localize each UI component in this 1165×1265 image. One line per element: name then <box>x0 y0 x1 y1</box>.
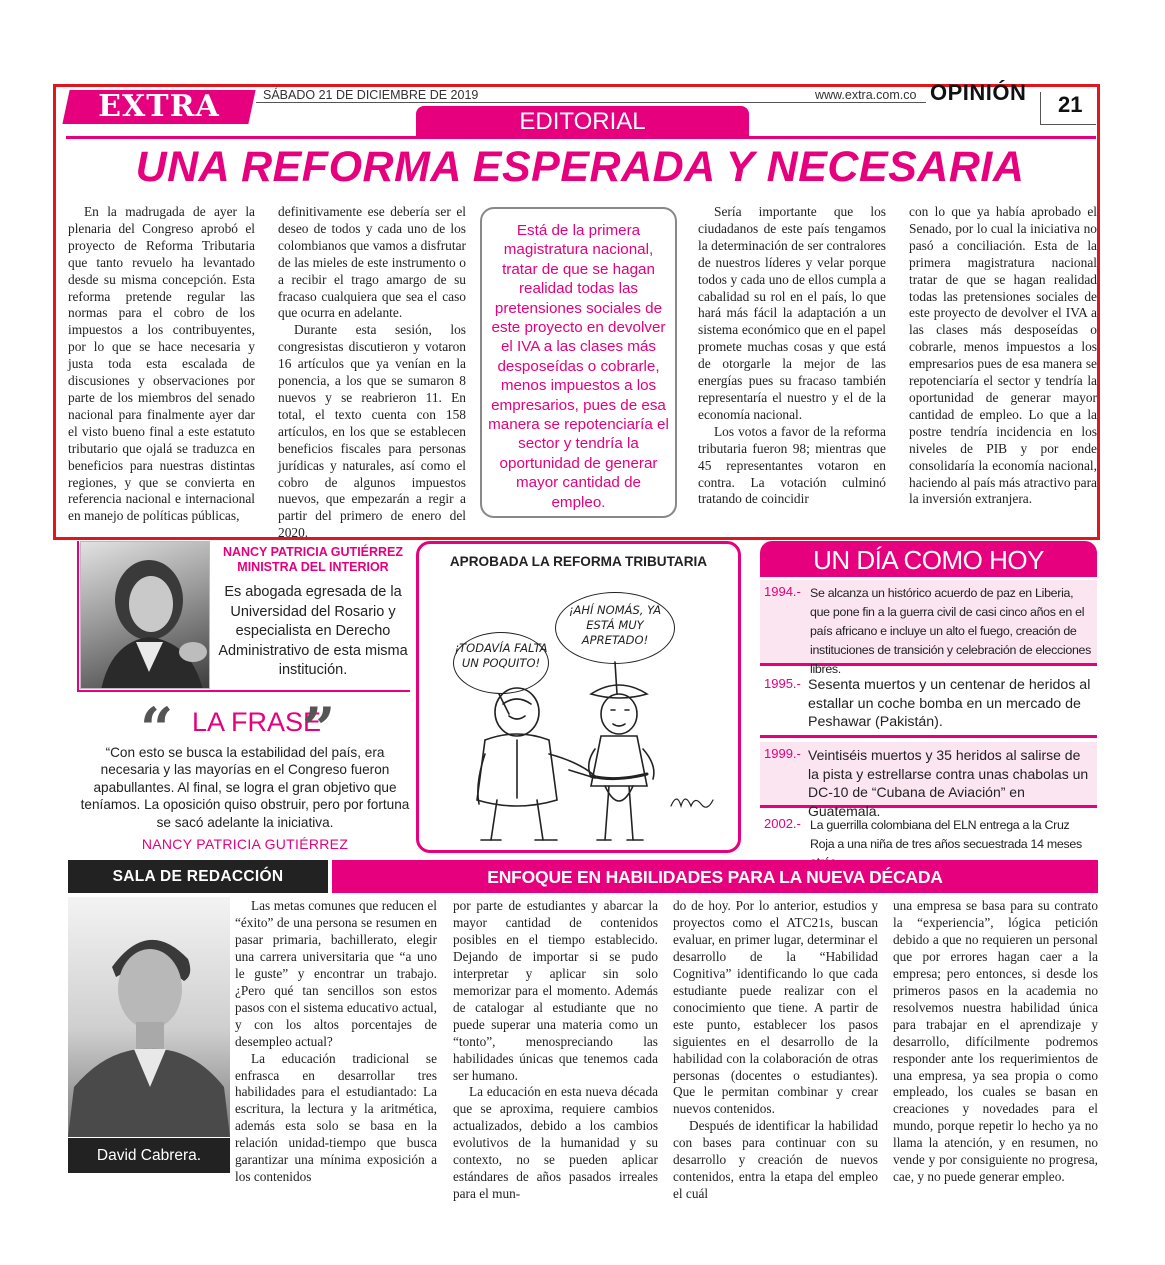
cartoon-title: APROBADA LA REFORMA TRIBUTARIA <box>449 554 708 569</box>
history-text: Sesenta muertos y un centenar de heridos al estallar un coche bomba en un mercado de Peshawar (Pakistán). <box>808 677 1091 730</box>
frase-text: “Con esto se busca la estabilidad del país, era necesaria y las mayorías en el Congreso fueron apabullantes. Al final, se logra el gran objetivo que teníamos. La oposición quiso obstruir, pero por fortuna se sacó adelante la iniciativa. <box>80 745 410 830</box>
author-photo <box>68 897 230 1137</box>
page-number-rule <box>1040 124 1096 125</box>
editorial-column-5 <box>909 204 1097 508</box>
editorial-column-4 <box>698 204 886 508</box>
man-portrait-icon <box>68 897 230 1137</box>
sala-de-redaccion-bar: SALA DE REDACCIÓN <box>68 860 328 893</box>
history-year: 1995.- <box>764 676 801 691</box>
frase-author: NANCY PATRICIA GUTIÉRREZ <box>141 836 349 852</box>
history-text: Se alcanza un histórico acuerdo de paz en Liberia, que pone fin a la guerra civil de casi cinco años en el país africano e incluye un alto el fuego, creación de instituciones de transición y celebración de elecciones libres. <box>810 586 1092 676</box>
person-bio: Es abogada egresada de la Universidad del Rosario y especialista en Derecho Administrativo de esta misma institución. <box>218 584 408 678</box>
history-item <box>760 812 1097 858</box>
editorial-column-2 <box>278 204 466 542</box>
person-rule-vertical <box>77 541 79 691</box>
history-item <box>760 672 1097 738</box>
history-item <box>760 742 1097 819</box>
open-quote-icon: “ <box>140 695 174 763</box>
editorial-tag: EDITORIAL <box>416 106 749 136</box>
website-link[interactable]: www.extra.com.co <box>815 88 917 102</box>
logo-text: EXTRA <box>98 89 220 124</box>
person-role: MINISTRA DEL INTERIOR <box>237 560 389 574</box>
cartoon-drawing-icon <box>419 544 738 850</box>
speech-bubble-right: ¡AHÍ NOMÁS, YA ESTÁ MUY APRETADO! <box>555 592 675 664</box>
section-title: OPINIÓN <box>930 80 1027 105</box>
article-paragraph: por parte de estudiantes y abarcar la mayor cantidad de contenidos posibles en el tiempo establecido. Dejando de importar si se pudo interpretar y aplicar sin solo memorizar para el momento. Además de catalogar al estudiante que no puede superar una materia como un “tonto”, menospreciando las habilidades únicas que tenemos cada ser humano. <box>453 898 658 1083</box>
article-paragraph: una empresa se basa para su contrato la “experiencia”, lógica petición debido a que no requieren un personal que por errores hagan caer a la empresa; pero entonces, si desde los primeros pasos en la academia no resolvemos nuestra habilidad única para trabajar en el aprendizaje y desarrollo, difícilmente podremos responder ante los requerimientos de una empresa, ya sea propia o como empleado, los cuales se basan en creaciones y novedades para el mundo, porque repetir lo hecho ya no llama la atención, y en resumen, no vende y por consiguiente no progresa, cae, y no puede generar empleo. <box>893 898 1098 1185</box>
woman-portrait-icon <box>81 542 210 689</box>
editorial-paragraph: Durante esta sesión, los congresistas discutieron y votaron 16 artículos que ya venían en la ponencia, a los que se sumaron 8 nuevos y se reabrieron 11. En total, el texto cuenta con 158 artículos, en los que se establecen beneficios fiscales para personas jurídicas y naturales, así como el cobro de algunos impuestos nuevos, que empezarán a regir a partir del primero de enero del 2020. <box>278 322 466 541</box>
history-year: 2002.- <box>764 816 801 831</box>
history-text: Veintiséis muertos y 35 heridos al salirse de la pista y estrellarse contra unas chabolas un DC-10 de “Cubana de Aviación” en Guatemala. <box>808 747 1089 819</box>
editorial-paragraph: En la madrugada de ayer la plenaria del Congreso aprobó el proyecto de Reforma Tributaria que tanto revuelo ha levantado desde su misma concepción. Esta reforma pretende regular las normas para el cobro de los impuestos a los contribuyentes, por lo que se hace necesaria y justa toda esta escalada de discusiones y observaciones por parte de los miembros del senado nacional para finalmente ayer dar el visto bueno final a este estatuto tributario que ojalá se traduzca en beneficios para nuestras distintas regiones, y que se convierta en referencia nacional e internacional en manejo de políticas públicas, <box>68 204 255 524</box>
article-column-2 <box>453 898 658 1203</box>
article-column-4 <box>893 898 1098 1186</box>
editorial-pullquote: Está de la primera magistratura nacional, tratar de que se hagan realidad todas las pretensiones sociales de este proyecto en devolver el IVA a las clases más desposeídas o cobrarle, menos impuestos a los empresarios, pues de esa manera se repotenciaría el sector y tendría la oportunidad de generar mayor cantidad de empleo. <box>480 207 677 518</box>
editorial-paragraph: Sería importante que los ciudadanos de este país tengamos la determinación de ser contralores de nuestros líderes y velar porque todos y cada uno de ellos cumpla a cabalidad su rol en el país, lo que hará más fácil la adaptación a un sistema económico que en el papel promete muchas cosas y que está de otorgarle la mejor de las energías pues su fracaso también representaría el nuestro y el de la economía nacional. <box>698 204 886 422</box>
cartoon-box <box>416 541 741 853</box>
close-quote-icon: ” <box>302 695 336 763</box>
editorial-column-1 <box>68 204 255 525</box>
article-paragraph: Las metas comunes que reducen el “éxito” de una persona se resumen en pasar primaria, bachillerato, elegir una carrera universitaria que “a uno le guste” y encontrar un trabajo. ¿Pero qué tan sencillos son estos pasos con el sistema educativo actual, y con los altos porcentajes de desempleo actual? <box>235 898 437 1049</box>
history-item <box>760 580 1097 676</box>
editorial-paragraph: Los votos a favor de la reforma tributaria fueron 98; mientras que 45 representantes votaron en contra. La votación culminó tratando de coincidir <box>698 423 886 507</box>
issue-date: SÁBADO 21 DE DICIEMBRE DE 2019 <box>263 88 479 102</box>
history-year: 1999.- <box>764 746 801 761</box>
editorial-headline: UNA REFORMA ESPERADA Y NECESARIA <box>135 143 1025 191</box>
article-paragraph: do de hoy. Por lo anterior, estudios y proyectos como el ATC21s, buscan evaluar, en primer lugar, determinar el desarrollo de la “Habilidad Cognitiva” identificando lo que cada estudiante puede realizar con el conocimiento que tiene. A partir de este punto, establecer los pasos siguientes en el desarrollo de la habilidad con la colaboración de otras personas (docentes o estudiantes). Que le permitan combinar y crear nuevos contenidos. <box>673 898 878 1117</box>
history-text: La guerrilla colombiana del ELN entrega a la Cruz Roja a una niña de tres años secuestrada 14 meses <box>810 818 1082 851</box>
person-rule <box>77 690 410 692</box>
article-paragraph: La educación tradicional se enfrasca en desarrollar tres habilidades para el estudiantado: La escritura, la lectura y la aritmética, además esta solo se basa en la relación unidad-tiempo que busca garantizar una mínima exposición a los contenidos <box>235 1050 437 1185</box>
article-column-1 <box>235 898 437 1186</box>
history-year: 1994.- <box>764 584 801 599</box>
author-caption: David Cabrera. <box>68 1138 230 1173</box>
person-name: NANCY PATRICIA GUTIÉRREZ <box>222 545 404 559</box>
article-paragraph: Después de identificar la habilidad con bases para continuar con su desarrollo y creación de nuevos contenidos, entra la etapa del empleo el cuál <box>673 1118 878 1202</box>
article-paragraph: La educación en esta nueva década que se aproxima, requiere cambios actualizados, debido a los cambios evolutivos de la humanidad y su contexto, no se pueden aplicar estándares de años pasados irreales para el mun- <box>453 1084 658 1202</box>
header-rule <box>256 102 926 103</box>
frase-title: LA FRASE <box>192 707 322 737</box>
page-number: 21 <box>1058 92 1083 117</box>
editorial-rule <box>66 136 1096 139</box>
page-number-rule-vertical <box>1040 92 1041 125</box>
person-name-block <box>216 545 410 575</box>
speech-bubble-left: ¡TODAVÍA FALTA UN POQUITO! <box>453 632 549 694</box>
editorial-paragraph: definitivamente ese debería ser el deseo de todos y cada uno de los colombianos que vamos a disfrutar de las mieles de este instrumento o a recibir el trago amargo de su fracaso cualquiera que sea el caso que ocurra en adelante. <box>278 204 466 321</box>
article-column-3 <box>673 898 878 1203</box>
article-headline: ENFOQUE EN HABILIDADES PARA LA NUEVA DÉCADA <box>332 860 1098 893</box>
un-dia-como-hoy-title: UN DÍA COMO HOY <box>760 541 1097 577</box>
person-photo <box>80 541 210 689</box>
extra-logo <box>62 90 255 124</box>
editorial-paragraph: con lo que ya había aprobado el Senado, por lo cual la iniciativa no pasó a conciliación. Esta de la primera magistratura nacional tratar de que se hagan realidad todas las pretensiones sociales de este proyecto de devolver el IVA a las clases más desposeídas o cobrarle, menos impuestos a los empresarios pues de esa manera se repotenciaría el sector y tendría la oportunidad de generar mayor cantidad de empleo. Lo que a la postre tendría incidencia en los niveles de PIB y por ende consolidaría la economía nacional, haciendo al país más atractivo para la inversión extranjera. <box>909 204 1097 507</box>
